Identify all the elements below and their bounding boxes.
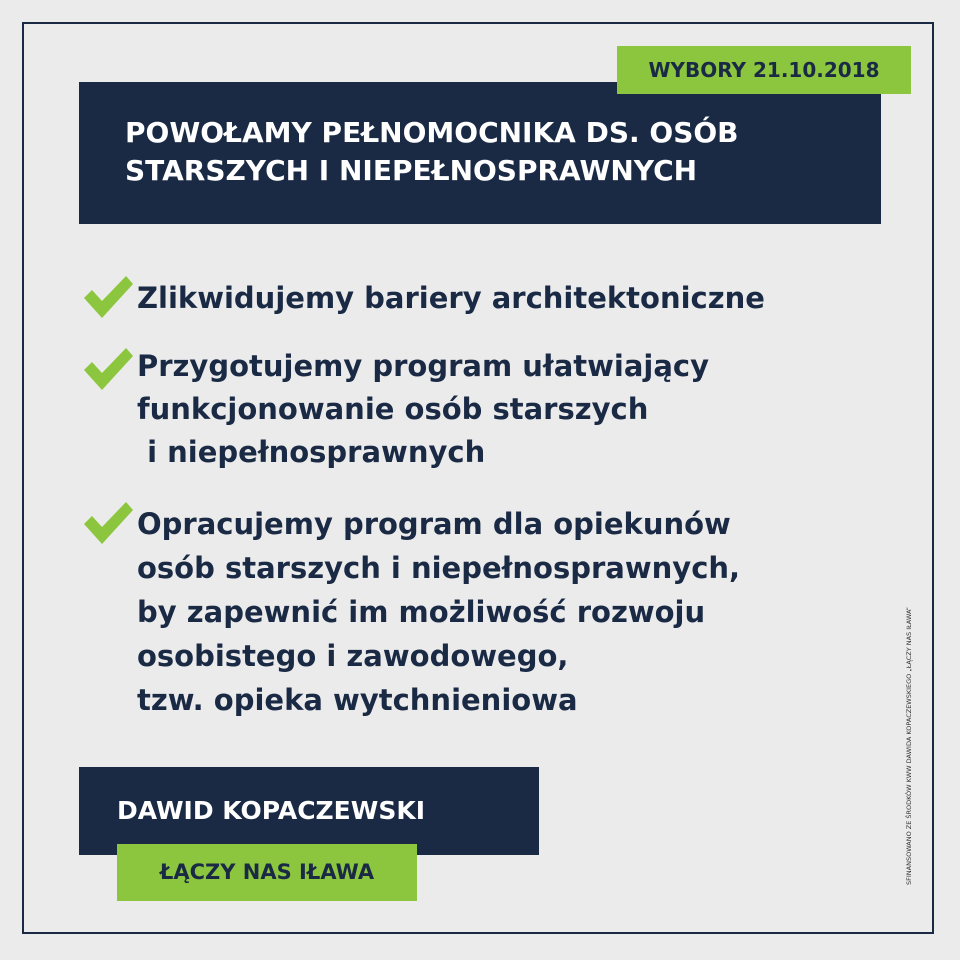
bullet-item-line: Opracujemy program dla opiekunów: [137, 507, 731, 541]
checkmark-icon: [82, 500, 134, 546]
slogan-badge: ŁĄCZY NAS IŁAWA: [117, 844, 417, 901]
bullet-item: [137, 345, 709, 474]
election-date-badge: WYBORY 21.10.2018: [617, 46, 911, 94]
bullet-item-line: funkcjonowanie osób starszych: [137, 392, 649, 426]
funding-disclaimer: SFINANSOWANO ZE ŚRODKÓW KWW DAWIDA KOPACZEWSKIEGO „ŁĄCZY NAS IŁAWA”: [905, 607, 913, 885]
bullet-item-line: by zapewnić im możliwość rozwoju: [137, 595, 706, 629]
candidate-name: DAWID KOPACZEWSKI: [117, 796, 425, 825]
bullet-item-line: tzw. opieka wytchnieniowa: [137, 683, 578, 717]
bullet-item-line: i niepełnosprawnych: [137, 435, 486, 469]
candidate-name-banner: [79, 767, 539, 855]
bullet-item-line: Zlikwidujemy bariery architektoniczne: [137, 281, 765, 315]
bullet-item: [137, 502, 740, 722]
bullet-item-line: osobistego i zawodowego,: [137, 639, 569, 673]
headline: [125, 114, 855, 190]
headline-line-1: POWOŁAMY PEŁNOMOCNIKA DS. OSÓB: [125, 116, 739, 149]
bullet-item: [137, 276, 765, 320]
headline-line-2: STARSZYCH I NIEPEŁNOSPRAWNYCH: [125, 154, 698, 187]
headline-banner: [79, 82, 881, 224]
checkmark-icon: [82, 346, 134, 392]
checkmark-icon: [82, 274, 134, 320]
bullet-item-line: osób starszych i niepełnosprawnych,: [137, 551, 741, 585]
bullet-item-line: Przygotujemy program ułatwiający: [137, 349, 710, 383]
